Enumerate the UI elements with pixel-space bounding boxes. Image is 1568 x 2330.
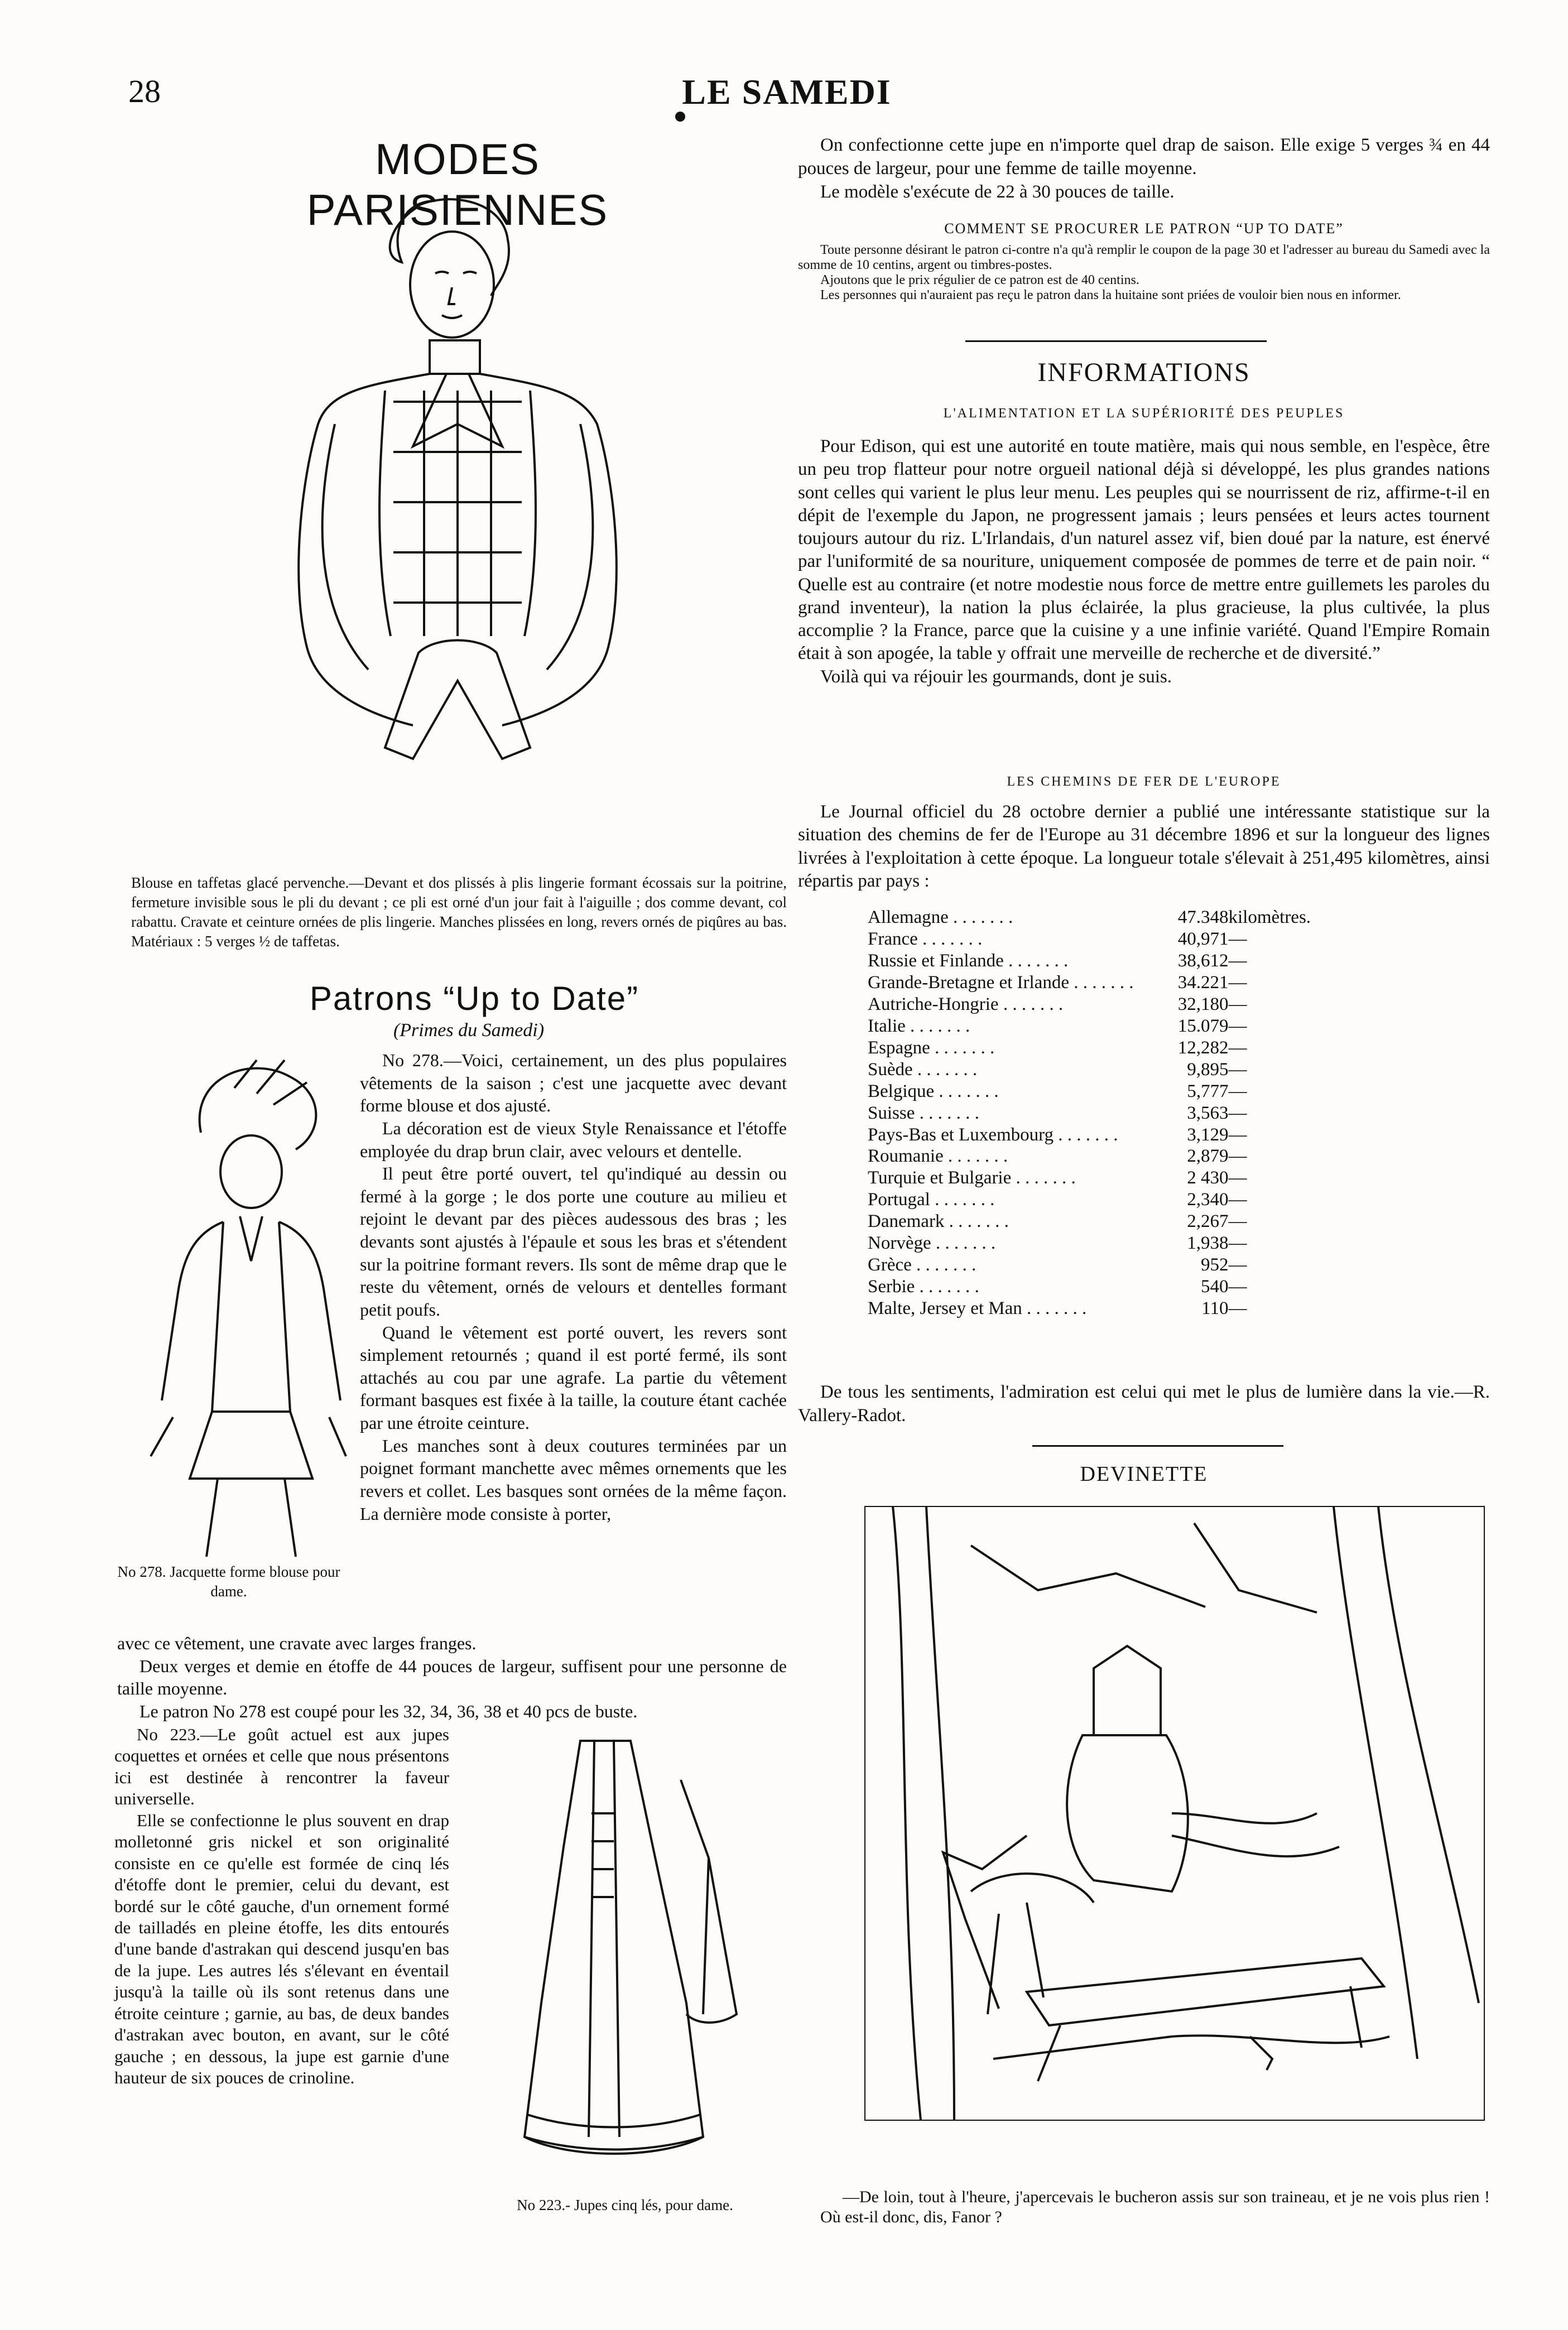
- skirt-caption: No 223.- Jupes cinq lés, pour dame.: [517, 2197, 733, 2213]
- p278-para: Les manches sont à deux coutures terminées par un poignet formant manchette avec mêmes ornements que les revers et collet. Les basques sont ornées de la même façon. La dernière mode consiste à porter,: [360, 1435, 787, 1524]
- skirt-illustration: [502, 1724, 770, 2182]
- p278-para: Il peut être porté ouvert, tel qu'indiqué au dessin ou fermé à la gorge ; le dos porte une couture au milieu et rejoint le devant par des pièces audessous des bras ; les devants sont ajustés à l'épaule et sous les bras et s'étendent sur la poitrine formant revers. Ils sont de même drap que le reste du vêtement, ornés de velours et dentelles formant petit poufs.: [360, 1163, 787, 1320]
- km-unit: —: [1228, 1103, 1247, 1123]
- journal-title: LE SAMEDI: [682, 72, 892, 112]
- alimentation-body: [798, 435, 1490, 689]
- devinette-caption: [820, 2187, 1490, 2227]
- skirt-intro: [798, 134, 1490, 204]
- km-value: 3,563: [1187, 1103, 1229, 1123]
- informations-title: INFORMATIONS: [1037, 358, 1250, 387]
- p278-para: Quand le vêtement est porté ouvert, les revers sont simplement retournés ; quand il est porté fermé, ils sont attachés au cou par une agrafe. La partie du vêtement formant basques est fixée à la taille, la couture étant cachée par une étroite ceinture.: [360, 1322, 787, 1433]
- p223-para: No 223.—Le goût actuel est aux jupes coquettes et ornées et celle que nous présentons ici est destinée à rencontrer la faveur universelle.: [114, 1725, 449, 1809]
- devinette-caption-text: —De loin, tout à l'heure, j'apercevais le bucheron assis sur son traineau, et je ne vois plus rien ! Où est-il donc, dis, Fanor ?: [820, 2188, 1490, 2226]
- km-country: Suisse . . . . . . .: [868, 1103, 979, 1123]
- km-unit: —: [1228, 1146, 1247, 1167]
- km-value: 38,612: [1177, 950, 1229, 971]
- km-unit: —: [1228, 950, 1247, 971]
- p223-para: Elle se confectionne le plus souvent en drap molletonné gris nickel et son originalité consiste en ce qu'elle est formée de cinq lés d'étoffe dont le premier, celui du devant, est bordé sur le côté gauche, d'un ornement formé de tailladés en pleine étoffe, les dits entourés d'une bande d'astrakan qui descend jusqu'en bas de la jupe. Les autres lés s'élevant en éventail jusqu'à la taille où ils sont retenus dans une étroite ceinture ; garnie, au bas, de deux bandes d'astrakan avec bouton, en avant, sur le côté gauche ; en dessous, la jupe est garnie d'une hauteur de six pouces de crinoline.: [114, 1810, 449, 2087]
- km-country: Norvège . . . . . . .: [868, 1233, 996, 1254]
- km-value: 40,971: [1177, 928, 1229, 949]
- km-unit: —: [1228, 972, 1247, 993]
- km-unit: —: [1228, 1255, 1247, 1275]
- patrons-title: Patrons “Up to Date”: [309, 980, 639, 1017]
- km-row: [868, 1015, 1340, 1037]
- km-row: [868, 1124, 1340, 1146]
- km-row: [868, 1298, 1340, 1320]
- km-unit: kilomètres.: [1228, 907, 1311, 927]
- km-value: 47.348: [1177, 907, 1229, 927]
- km-value: 32,180: [1177, 994, 1229, 1014]
- km-country: Belgique . . . . . . .: [868, 1081, 999, 1101]
- km-unit: —: [1228, 1124, 1247, 1145]
- km-row: [868, 950, 1340, 972]
- km-unit: —: [1228, 1233, 1247, 1254]
- blouse-illustration: [268, 190, 647, 865]
- km-country: Grèce . . . . . . .: [868, 1255, 977, 1275]
- km-value: 34.221: [1177, 972, 1229, 993]
- km-value: 2,267: [1187, 1211, 1229, 1232]
- quote-para: De tous les sentiments, l'admiration est celui qui met le plus de lumière dans la vie.—R. Vallery-Radot.: [798, 1382, 1490, 1426]
- km-value: 1,938: [1187, 1233, 1229, 1254]
- km-country: Allemagne . . . . . . .: [868, 907, 1013, 927]
- section-divider: [965, 340, 1267, 342]
- railway-table: [868, 907, 1340, 1320]
- km-row: [868, 928, 1340, 950]
- alimentation-para: Pour Edison, qui est une autorité en toute matière, mais qui nous semble, en l'espèce, être un peu trop flatteur pour notre orgueil national déjà si développé, les plus grandes nations sont celles qui varient le plus leur menu. Les peuples qui se nourrissent de riz, affirme-t-il en dépit de l'exemple du Japon, ne progressent jamais ; leurs pensées et leurs actes tournent toujours autour du riz. L'Irlandais, d'un naturel assez vif, bien doué par la nature, est énervé par l'uniformité de sa nouriture, uniquement composée de pommes de terre et de pain noir. “ Quelle est au contraire (et notre modestie nous force de mettre entre guillemets les paroles du grand inventeur), la nation la plus éclairée, la plus gracieuse, la plus cultivée, la plus accomplie ? la France, parce que la cuisine y a une infinie variété. Quand l'Empire Romain était à son apogée, la table y offrait une merveille de recherche et de diversité.”: [798, 436, 1490, 664]
- p278-para: La décoration est de vieux Style Renaissance et l'étoffe employée du drap brun clair, avec velours et dentelle.: [360, 1118, 787, 1161]
- km-value: 2 430: [1187, 1168, 1229, 1188]
- km-country: Espagne . . . . . . .: [868, 1037, 995, 1058]
- km-unit: —: [1228, 1277, 1247, 1297]
- km-value: 2,879: [1187, 1146, 1229, 1167]
- km-value: 2,340: [1187, 1190, 1229, 1210]
- km-unit: —: [1228, 1168, 1247, 1188]
- comment-body: [798, 243, 1490, 303]
- devinette-title: DEVINETTE: [1080, 1462, 1208, 1486]
- p278-cont: Deux verges et demie en étoffe de 44 pouces de largeur, suffisent pour une personne de taille moyenne.: [117, 1655, 787, 1699]
- km-row: [868, 994, 1340, 1015]
- km-value: 540: [1200, 1277, 1229, 1297]
- p278-para: No 278.—Voici, certainement, un des plus populaires vêtements de la saison ; c'est une jacquette avec devant forme blouse et dos ajusté.: [360, 1050, 787, 1116]
- km-row: [868, 1233, 1340, 1254]
- p278-cont: avec ce vêtement, une cravate avec larges franges.: [117, 1633, 477, 1653]
- km-unit: —: [1228, 1211, 1247, 1232]
- km-unit: —: [1228, 1037, 1247, 1058]
- km-row: [868, 907, 1340, 928]
- km-value: 12,282: [1177, 1037, 1229, 1058]
- km-unit: —: [1228, 994, 1247, 1014]
- intro-para: On confectionne cette jupe en n'importe quel drap de saison. Elle exige 5 verges ¾ en 44 pouces de largeur, pour une femme de taille moyenne.: [798, 135, 1490, 179]
- comment-line: Les personnes qui n'auraient pas reçu le patron dans la huitaine sont priées de vouloir bien nous en informer.: [820, 287, 1401, 302]
- km-value: 3,129: [1187, 1124, 1229, 1145]
- p278-cont: Le patron No 278 est coupé pour les 32, 34, 36, 38 et 40 pcs de buste.: [140, 1701, 638, 1721]
- km-country: France . . . . . . .: [868, 928, 983, 949]
- pattern-278-text: [360, 1049, 787, 1525]
- km-row: [868, 1276, 1340, 1298]
- km-row: [868, 1081, 1340, 1103]
- masthead-dot: [675, 112, 685, 122]
- comment-line: Toute personne désirant le patron ci-contre n'a qu'à remplir le coupon de la page 30 et l'adresser au bureau du Samedi avec la somme de 10 centins, argent ou timbres-postes.: [798, 243, 1490, 272]
- km-country: Pays-Bas et Luxembourg . . . . . . .: [868, 1124, 1118, 1145]
- km-unit: —: [1228, 1015, 1247, 1036]
- comment-title: COMMENT SE PROCURER LE PATRON “UP TO DATE”: [944, 220, 1344, 237]
- devinette-illustration: [859, 1501, 1490, 2126]
- km-value: 110: [1201, 1298, 1229, 1319]
- km-country: Turquie et Bulgarie . . . . . . .: [868, 1168, 1076, 1188]
- km-value: 15.079: [1177, 1015, 1229, 1036]
- jacquette-illustration: [140, 1055, 352, 1568]
- km-row: [868, 1059, 1340, 1081]
- alimentation-para: Voilà qui va réjouir les gourmands, dont je suis.: [820, 666, 1172, 687]
- section-divider: [1032, 1445, 1283, 1447]
- km-row: [868, 972, 1340, 994]
- km-row: [868, 1211, 1340, 1233]
- blouse-caption: Blouse en taffetas glacé pervenche.—Devant et dos plissés à plis lingerie formant écossais sur la poitrine, fermeture invisible sous le pli du devant ; ce pli est orné d'un jour fait à l'aiguille ; dos comme devant, col rabattu. Cravate et ceinture ornées de plis lingerie. Manches plissées en long, revers ornés de piqûres au bas. Matériaux : 5 verges ½ de taffetas.: [131, 874, 787, 950]
- km-country: Danemark . . . . . . .: [868, 1211, 1009, 1232]
- chemins-body: [798, 801, 1490, 893]
- pattern-278-continued: [117, 1632, 787, 1723]
- km-country: Roumanie . . . . . . .: [868, 1146, 1008, 1167]
- km-country: Autriche-Hongrie . . . . . . .: [868, 994, 1064, 1014]
- km-unit: —: [1228, 1059, 1247, 1080]
- km-unit: —: [1228, 1298, 1247, 1319]
- km-country: Serbie . . . . . . .: [868, 1277, 979, 1297]
- alimentation-title: L'ALIMENTATION ET LA SUPÉRIORITÉ DES PEUPLES: [943, 406, 1345, 421]
- chemins-title: LES CHEMINS DE FER DE L'EUROPE: [1007, 774, 1281, 789]
- jacquette-caption: No 278. Jacquette forme blouse pour dame.: [117, 1563, 340, 1600]
- km-value: 5,777: [1187, 1081, 1229, 1101]
- km-country: Russie et Finlande . . . . . . .: [868, 950, 1069, 971]
- pattern-223-text: [114, 1724, 449, 2088]
- km-country: Malte, Jersey et Man . . . . . . .: [868, 1298, 1087, 1319]
- page-number: 28: [128, 73, 161, 109]
- km-unit: —: [1228, 1190, 1247, 1210]
- km-row: [868, 1167, 1340, 1189]
- km-row: [868, 1103, 1340, 1124]
- km-value: 9,895: [1187, 1059, 1229, 1080]
- km-row: [868, 1189, 1340, 1211]
- vallery-radot-quote: [798, 1381, 1490, 1428]
- km-table: [868, 907, 1340, 1320]
- km-country: Italie . . . . . . .: [868, 1015, 970, 1036]
- km-unit: —: [1228, 928, 1247, 949]
- modes-title: MODES PARISIENNES: [306, 134, 609, 234]
- primes-subtitle: (Primes du Samedi): [393, 1020, 545, 1041]
- km-unit: —: [1228, 1081, 1247, 1101]
- chemins-para: Le Journal officiel du 28 octobre dernier a publié une intéressante statistique sur la situation des chemins de fer de l'Europe au 31 décembre 1896 et sur la longueur des lignes livrées à l'exploitation à cette époque. La longueur totale s'élevait à 251,495 kilomètres, ainsi répartis par pays :: [798, 802, 1490, 891]
- km-row: [868, 1037, 1340, 1059]
- km-value: 952: [1200, 1255, 1229, 1275]
- km-row: [868, 1254, 1340, 1276]
- km-country: Grande-Bretagne et Irlande . . . . . . .: [868, 972, 1134, 993]
- comment-line: Ajoutons que le prix régulier de ce patron est de 40 centins.: [820, 272, 1139, 287]
- km-row: [868, 1145, 1340, 1167]
- km-country: Suède . . . . . . .: [868, 1059, 978, 1080]
- intro-para: Le modèle s'exécute de 22 à 30 pouces de taille.: [820, 181, 1175, 202]
- km-country: Portugal . . . . . . .: [868, 1190, 995, 1210]
